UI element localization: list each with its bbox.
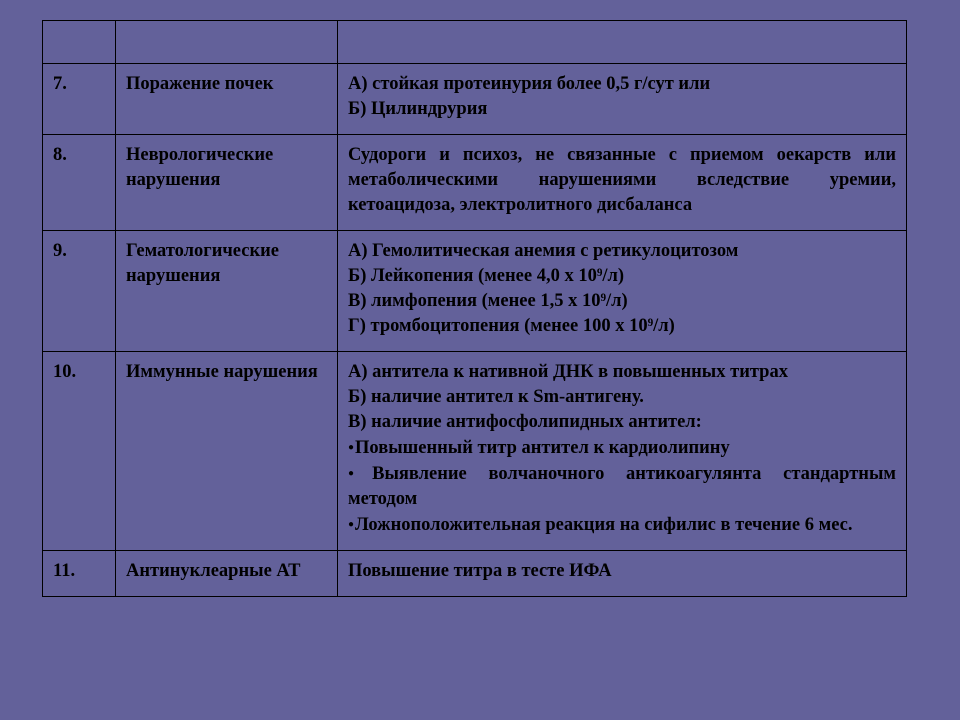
criterion-description — [338, 231, 907, 352]
row-number: 9. — [43, 231, 116, 352]
description-line: Б) Лейкопения (менее 4,0 х 10⁹/л) — [348, 266, 625, 286]
row-number: 8. — [43, 135, 116, 231]
criterion-name: Поражение почек — [116, 64, 338, 135]
description-line: Г) тромбоцитопения (менее 100 х 10⁹/л) — [348, 316, 675, 336]
header-cell-name — [116, 21, 338, 64]
criterion-description — [338, 551, 907, 597]
bullet-item: ● Ложноположительная реакция на сифилис в течение 6 мес. — [348, 512, 896, 538]
header-cell-number — [43, 21, 116, 64]
description-line: В) лимфопения (менее 1,5 х 10⁹/л) — [348, 291, 628, 311]
header-cell-description — [338, 21, 907, 64]
table-row — [43, 64, 907, 135]
row-number: 11. — [43, 551, 116, 597]
bullet-item: ● Повышенный титр антител к кардиолипину — [348, 435, 896, 461]
criterion-description — [338, 135, 907, 231]
description-line: Судороги и психоз, не связанные с приемом оекарств или метаболическими нарушениями вследствие уремии, кетоацидоза, электролитного дисбаланса — [348, 145, 896, 215]
criterion-name: Неврологические нарушения — [116, 135, 338, 231]
table-row — [43, 551, 907, 597]
table-row — [43, 135, 907, 231]
row-number: 7. — [43, 64, 116, 135]
description-line: А) Гемолитическая анемия с ретикулоцитозом — [348, 241, 739, 261]
criterion-name: Антинуклеарные АТ — [116, 551, 338, 597]
criterion-description — [338, 64, 907, 135]
bullet-item: ● Выявление волчаночного антикоагулянта стандартным методом — [348, 461, 896, 512]
description-line: Б) Цилиндрурия — [348, 99, 488, 119]
table-row — [43, 352, 907, 551]
description-line: В) наличие антифосфолипидных антител: — [348, 412, 702, 432]
criterion-name: Гематологические нарушения — [116, 231, 338, 352]
row-number: 10. — [43, 352, 116, 551]
description-line: А) стойкая протеинурия более 0,5 г/сут или — [348, 74, 711, 94]
description-line: Повышение титра в тесте ИФА — [348, 561, 612, 581]
criterion-name: Иммунные нарушения — [116, 352, 338, 551]
criterion-description — [338, 352, 907, 551]
table-row — [43, 231, 907, 352]
description-line: Б) наличие антител к Sm-антигену. — [348, 387, 644, 407]
table-header-row — [43, 21, 907, 64]
criteria-table — [42, 20, 907, 597]
description-line: А) антитела к нативной ДНК в повышенных титрах — [348, 362, 788, 382]
